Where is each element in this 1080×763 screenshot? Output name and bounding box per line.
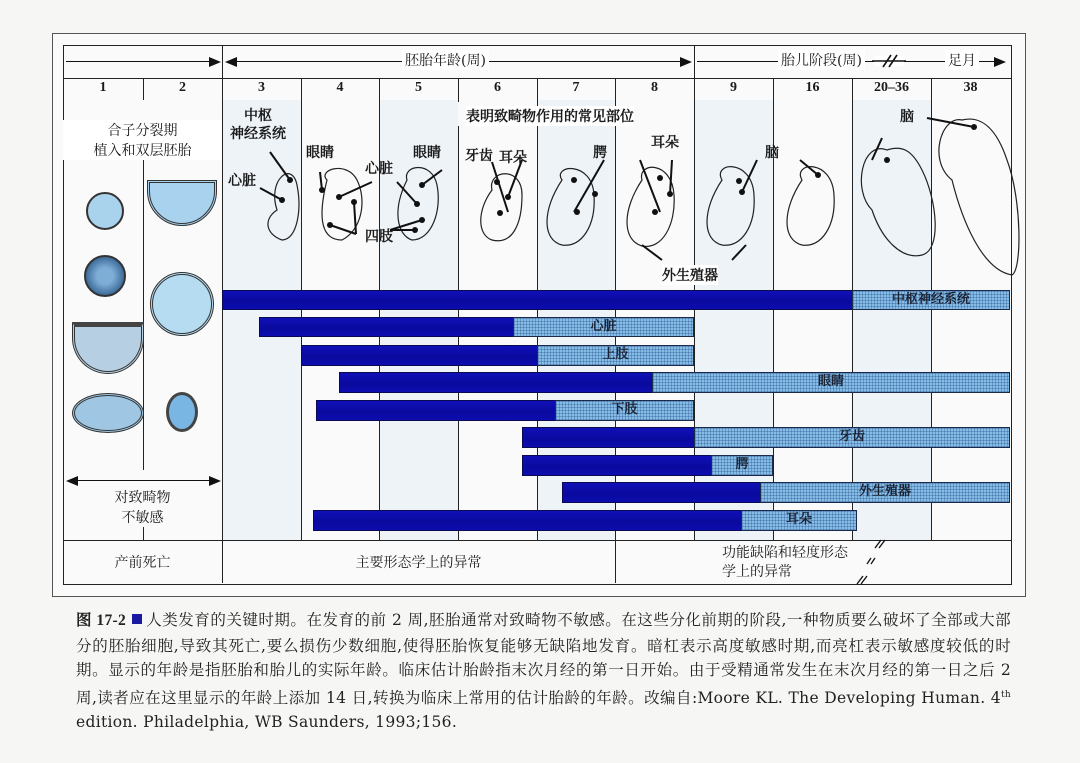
column-week-38: 38 bbox=[963, 80, 978, 95]
grid-line bbox=[143, 158, 144, 470]
functional-defects-label-1: 功能缺陷和轻度形态 bbox=[722, 545, 848, 561]
figure-number: 图 17-2 bbox=[76, 612, 127, 629]
caption-text: 人类发育的关键时期。在发育的前 2 周,胚胎通常对致畸物不敏感。在这些分化前期的阶段,一种物质要么破坏了全部或大部分的胚胎细胞,导致其死亡,要么损伤少数细胞,使得胚胎恢复能够无缺陷地发育。暗杠表示高度敏感时期,而亮杠表示敏感度较低的时期。显示的年龄是指胚胎和胎儿的实际年龄。临床估计胎龄指末次月经的第一日开始。由于受精通常发生在末次月经的第一日之后 2 周,读者应在这里显示的年龄上添加 14 日,转换为临床上常用的估计胎龄的年龄。改编自:Moore KL. The Developing Human. 4 bbox=[76, 611, 1011, 707]
implantation-stage-label: 植入和双层胚胎 bbox=[63, 140, 222, 160]
column-week-9: 9 bbox=[730, 80, 737, 95]
insensitive-label-1: 对致畸物 bbox=[114, 490, 171, 506]
label-common-sites: 表明致畸物作用的常见部位 bbox=[466, 106, 634, 126]
label-palate: 腭 bbox=[593, 145, 607, 161]
prenatal-death-label: 产前死亡 bbox=[114, 555, 171, 571]
arrow-right-icon bbox=[209, 57, 221, 67]
column-week-2: 2 bbox=[179, 80, 186, 95]
embryonic-disc-illustration bbox=[166, 392, 198, 432]
bar-heart-low: 心脏 bbox=[513, 317, 694, 337]
grid-line bbox=[143, 527, 144, 540]
bar-ear-high bbox=[313, 510, 742, 531]
label-ear-week6: 耳朵 bbox=[499, 150, 527, 166]
bar-teeth-high bbox=[522, 427, 695, 448]
column-week-8: 8 bbox=[651, 80, 658, 95]
bar-upper-limb-high bbox=[301, 345, 538, 366]
label-heart-week3: 心脏 bbox=[228, 173, 256, 189]
column-week-4: 4 bbox=[336, 80, 344, 95]
bar-lower-limb-low: 下肢 bbox=[555, 400, 694, 421]
axis-break-icon bbox=[872, 52, 906, 70]
column-week-16: 16 bbox=[805, 80, 820, 95]
label-brain-week9: 脑 bbox=[765, 145, 779, 161]
bar-heart-high bbox=[259, 317, 514, 337]
label-ear-week8: 耳朵 bbox=[651, 135, 679, 151]
label-eye-week4: 眼睛 bbox=[306, 145, 334, 161]
insensitive-label-2: 不敏感 bbox=[121, 510, 164, 526]
fetal-stage-label: 胎儿阶段(周) bbox=[778, 50, 865, 70]
label-external-genitalia: 外生殖器 bbox=[662, 265, 718, 285]
bar-ear-low: 耳朵 bbox=[741, 510, 857, 531]
bar-lower-limb-high bbox=[316, 400, 556, 421]
major-anomalies-label: 主要形态学上的异常 bbox=[355, 555, 482, 571]
label-limbs: 四肢 bbox=[365, 229, 393, 245]
label-heart-week5: 心脏 bbox=[365, 161, 393, 177]
arrow-right-icon bbox=[994, 57, 1006, 67]
full-term-label: 足月 bbox=[945, 50, 979, 70]
early-arrow-line bbox=[66, 61, 211, 62]
morula-illustration bbox=[84, 255, 126, 297]
bar-genitalia-high bbox=[562, 482, 761, 503]
bar-palate-low: 腭 bbox=[711, 455, 773, 476]
axis-break-icon bbox=[855, 540, 885, 584]
bar-eye-low: 眼睛 bbox=[652, 372, 1010, 393]
arrow-right-icon bbox=[680, 57, 692, 67]
bar-palate-high bbox=[522, 455, 712, 476]
bar-upper-limb-low: 上肢 bbox=[537, 345, 694, 366]
label-brain-week38: 脑 bbox=[900, 109, 914, 125]
bar-genitalia-low: 外生殖器 bbox=[760, 482, 1010, 503]
label-cns-1: 中枢 bbox=[244, 108, 272, 124]
column-week-7: 7 bbox=[572, 80, 580, 95]
column-week-6: 6 bbox=[494, 80, 501, 95]
embryo-fetus-illustrations bbox=[222, 100, 1012, 290]
functional-defects-label-2: 学上的异常 bbox=[722, 564, 792, 580]
caption-superscript: th bbox=[1000, 689, 1011, 700]
zygote-illustration bbox=[86, 192, 124, 230]
bar-cns-low: 中枢神经系统 bbox=[852, 290, 1010, 310]
figure-caption bbox=[76, 608, 1011, 735]
column-week-3: 3 bbox=[258, 80, 265, 95]
label-teeth: 牙齿 bbox=[465, 148, 493, 164]
bar-teeth-low: 牙齿 bbox=[694, 427, 1010, 448]
cleavage-stage-label: 合子分裂期 bbox=[63, 120, 222, 140]
column-week-20-36: 20–36 bbox=[874, 80, 909, 95]
chorionic-sac-illustration bbox=[150, 272, 214, 336]
embryonic-age-label: 胚胎年龄(周) bbox=[402, 50, 489, 70]
label-cns-2: 神经系统 bbox=[230, 126, 286, 142]
column-week-1: 1 bbox=[99, 80, 107, 95]
bar-cns-high bbox=[222, 290, 853, 310]
insensitive-arrow-line bbox=[76, 480, 212, 481]
bar-eye-high bbox=[339, 372, 653, 393]
caption-square-icon bbox=[132, 614, 142, 624]
caption-text-end: edition. Philadelphia, WB Saunders, 1993;156. bbox=[76, 713, 458, 732]
arrow-right-icon bbox=[209, 476, 221, 486]
bilaminar-embryo-illustration-1 bbox=[72, 393, 144, 433]
column-week-5: 5 bbox=[415, 80, 422, 95]
label-eye-week5: 眼睛 bbox=[413, 145, 441, 161]
